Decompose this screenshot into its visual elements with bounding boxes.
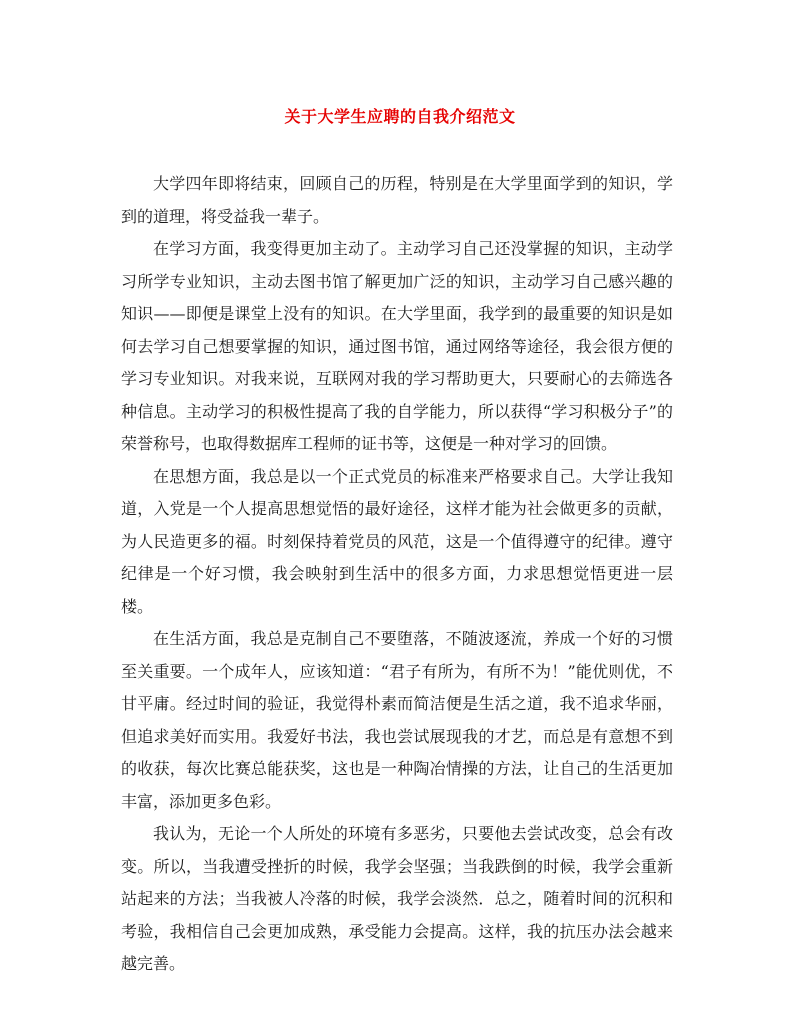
document-title: 关于大学生应聘的自我介绍范文 [284,107,516,126]
paragraph-life: 在生活方面，我总是克制自己不要堕落，不随波逐流，养成一个好的习惯至关重要。一个成年人，应该知道：“君子有所为，有所不为！”能优则优，不甘平庸。经过时间的验证，我觉得朴素而简洁便是生活之道，我不追求华丽，但追求美好而实用。我爱好书法，我也尝试展现我的才艺，而总是有意想不到的收获，每次比赛总能获奖，这也是一种陶冶情操的方法，让自己的生活更加丰富，添加更多色彩。 [121,629,673,811]
paragraph-intro: 大学四年即将结束，回顾自己的历程，特别是在大学里面学到的知识，学到的道理，将受益我一辈子。 [121,174,673,226]
document-body [121,168,673,981]
paragraph-conclusion: 我认为，无论一个人所处的环境有多恶劣，只要他去尝试改变，总会有改变。所以，当我遭受挫折的时候，我学会坚强；当我跌倒的时候，我学会重新站起来的方法；当我被人冷落的时候，我学会淡然．总之，随着时间的沉积和考验，我相信自己会更加成熟，承受能力会提高。这样，我的抗压办法会越来越完善。 [121,824,673,973]
paragraph-study: 在学习方面，我变得更加主动了。主动学习自己还没掌握的知识，主动学习所学专业知识，主动去图书馆了解更加广泛的知识，主动学习自己感兴趣的知识——即便是课堂上没有的知识。在大学里面，我学到的最重要的知识是如何去学习自己想要掌握的知识，通过图书馆，通过网络等途径，我会很方便的学习专业知识。对我来说，互联网对我的学习帮助更大，只要耐心的去筛选各种信息。主动学习的积极性提高了我的自学能力，所以获得“学习积极分子”的荣誉称号，也取得数据库工程师的证书等，这便是一种对学习的回馈。 [121,239,673,453]
paragraph-thought: 在思想方面，我总是以一个正式党员的标准来严格要求自己。大学让我知道，入党是一个人提高思想觉悟的最好途径，这样才能为社会做更多的贡献，为人民造更多的福。时刻保持着党员的风范，这是一个值得遵守的纪律。遵守纪律是一个好习惯，我会映射到生活中的很多方面，力求思想觉悟更进一层楼。 [121,466,673,616]
